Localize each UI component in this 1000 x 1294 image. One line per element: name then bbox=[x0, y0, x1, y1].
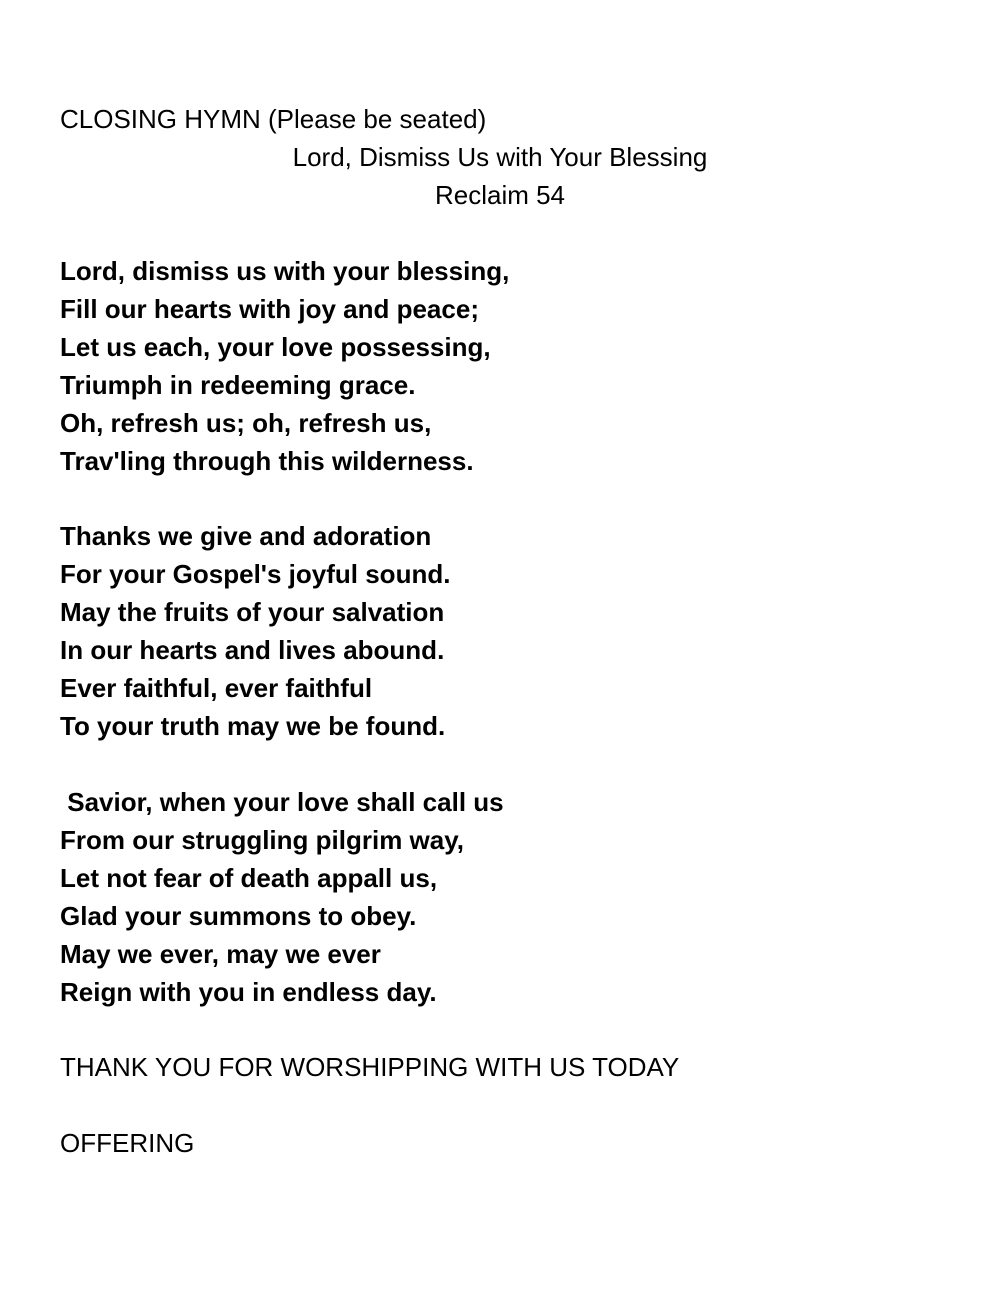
hymn-stanza-1 bbox=[60, 252, 509, 480]
closing-message: THANK YOU FOR WORSHIPPING WITH US TODAY bbox=[60, 1052, 680, 1082]
verse-line: Savior, when your love shall call us bbox=[60, 787, 504, 817]
verse-line: Let not fear of death appall us, bbox=[60, 863, 438, 893]
verse-line: To your truth may we be found. bbox=[60, 711, 446, 741]
hymn-reference: Reclaim 54 bbox=[434, 180, 566, 210]
verse-line: Let us each, your love possessing, bbox=[60, 332, 491, 362]
verse-line: Lord, dismiss us with your blessing, bbox=[60, 256, 510, 286]
verse-line: From our struggling pilgrim way, bbox=[60, 825, 464, 855]
verse-line: May the fruits of your salvation bbox=[60, 597, 445, 627]
verse-line: Ever faithful, ever faithful bbox=[60, 673, 373, 703]
verse-line: Reign with you in endless day. bbox=[60, 977, 437, 1007]
hymn-stanza-2 bbox=[60, 517, 450, 745]
verse-line: Triumph in redeeming grace. bbox=[60, 370, 416, 400]
verse-line: Glad your summons to obey. bbox=[60, 901, 417, 931]
section-heading: CLOSING HYMN (Please be seated) bbox=[60, 104, 487, 134]
verse-line: In our hearts and lives abound. bbox=[60, 635, 445, 665]
verse-line: Thanks we give and adoration bbox=[60, 521, 432, 551]
hymn-title: Lord, Dismiss Us with Your Blessing bbox=[292, 142, 708, 172]
verse-line: For your Gospel's joyful sound. bbox=[60, 559, 451, 589]
verse-line: May we ever, may we ever bbox=[60, 939, 381, 969]
verse-line: Trav'ling through this wilderness. bbox=[60, 446, 474, 476]
verse-line: Fill our hearts with joy and peace; bbox=[60, 294, 479, 324]
verse-line: Oh, refresh us; oh, refresh us, bbox=[60, 408, 432, 438]
offering-heading: OFFERING bbox=[60, 1128, 195, 1158]
hymn-stanza-3 bbox=[60, 783, 504, 1011]
